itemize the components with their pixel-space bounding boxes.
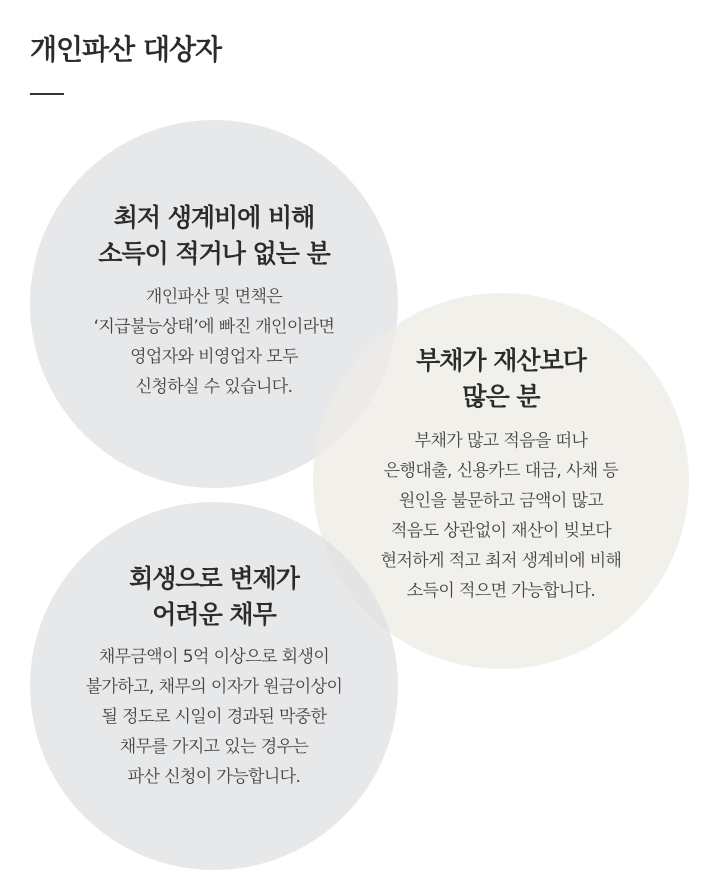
heading-line: 회생으로 변제가 (129, 564, 299, 593)
body-line: 채무금액이 5억 이상으로 회생이 (98, 647, 330, 667)
circle-heading (30, 200, 398, 272)
body-line: 채무를 가지고 있는 경우는 (119, 737, 309, 757)
target-circle-hard-to-repay (30, 502, 398, 870)
body-line: 신청하실 수 있습니다. (135, 377, 293, 397)
body-line: 원인을 불문하고 금액이 많고 (398, 491, 604, 511)
heading-line: 어려운 채무 (152, 600, 276, 629)
heading-line: 최저 생계비에 비해 (113, 203, 315, 232)
body-line: 개인파산 및 면책은 (145, 287, 283, 307)
body-line: ‘지급불능상태’에 빠진 개인이라면 (93, 317, 335, 337)
body-line: 부채가 많고 적음을 떠나 (414, 431, 588, 451)
title-divider (30, 93, 64, 95)
circle-description (30, 642, 398, 792)
body-line: 파산 신청이 가능합니다. (127, 767, 301, 787)
circle-heading (30, 561, 398, 633)
heading-line: 부채가 재산보다 (416, 346, 586, 375)
body-line: 은행대출, 신용카드 대금, 사채 등 (383, 461, 619, 481)
body-line: 영업자와 비영업자 모두 (130, 347, 298, 367)
heading-line: 많은 분 (462, 382, 540, 411)
body-line: 될 정도로 시일이 경과된 막중한 (101, 707, 327, 727)
body-line: 현저하게 적고 최저 생계비에 비해 (380, 551, 622, 571)
body-line: 적음도 상관없이 재산이 빚보다 (390, 521, 612, 541)
page-title: 개인파산 대상자 (30, 33, 222, 66)
heading-line: 소득이 적거나 없는 분 (98, 239, 330, 268)
body-line: 불가하고, 채무의 이자가 원금이상이 (85, 677, 343, 697)
circle-heading (313, 343, 689, 415)
body-line: 소득이 적으면 가능합니다. (406, 581, 596, 601)
